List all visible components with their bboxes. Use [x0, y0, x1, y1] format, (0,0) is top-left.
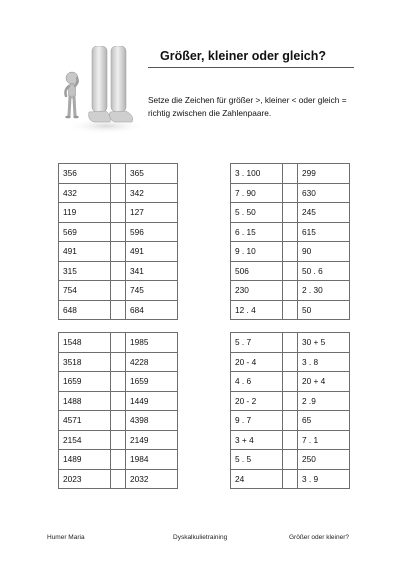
answer-box[interactable]	[283, 281, 298, 301]
right-value: 341	[126, 261, 178, 281]
table-row	[231, 352, 350, 372]
right-value: 299	[298, 164, 350, 184]
answer-box[interactable]	[283, 183, 298, 203]
right-value: 2 . 30	[298, 281, 350, 301]
left-value: 20 - 2	[231, 391, 283, 411]
left-value: 3 . 100	[231, 164, 283, 184]
right-value: 20 + 4	[298, 372, 350, 392]
title-divider	[148, 67, 354, 68]
left-value: 356	[59, 164, 111, 184]
answer-box[interactable]	[111, 333, 126, 353]
table-row	[59, 333, 178, 353]
answer-box[interactable]	[111, 469, 126, 489]
left-value: 315	[59, 261, 111, 281]
right-value: 745	[126, 281, 178, 301]
right-value: 1449	[126, 391, 178, 411]
footer-author: Humer Maria	[47, 534, 85, 541]
table-row	[59, 430, 178, 450]
answer-box[interactable]	[283, 203, 298, 223]
left-value: 4571	[59, 411, 111, 431]
left-value: 230	[231, 281, 283, 301]
table-row	[231, 430, 350, 450]
table-row	[231, 372, 350, 392]
left-value: 648	[59, 300, 111, 320]
table-row	[59, 391, 178, 411]
answer-box[interactable]	[111, 430, 126, 450]
left-value: 3518	[59, 352, 111, 372]
right-value: 615	[298, 222, 350, 242]
right-value: 596	[126, 222, 178, 242]
answer-box[interactable]	[111, 391, 126, 411]
table-row	[231, 333, 350, 353]
right-value: 1659	[126, 372, 178, 392]
answer-box[interactable]	[283, 261, 298, 281]
right-value: 7 . 1	[298, 430, 350, 450]
table-row	[59, 450, 178, 470]
footer-subject: Dyskalkulietraining	[173, 534, 228, 541]
right-value: 4398	[126, 411, 178, 431]
figure-with-giant-legs-image	[58, 46, 144, 134]
right-value: 342	[126, 183, 178, 203]
table-row	[59, 242, 178, 262]
right-value: 127	[126, 203, 178, 223]
left-value: 1488	[59, 391, 111, 411]
left-value: 506	[231, 261, 283, 281]
right-value: 3 . 9	[298, 469, 350, 489]
answer-box[interactable]	[111, 352, 126, 372]
left-value: 119	[59, 203, 111, 223]
table-row	[59, 300, 178, 320]
comparison-table-4	[230, 332, 350, 489]
table-row	[59, 203, 178, 223]
table-row	[231, 242, 350, 262]
table-row	[59, 411, 178, 431]
answer-box[interactable]	[283, 333, 298, 353]
right-value: 4228	[126, 352, 178, 372]
table-row	[231, 222, 350, 242]
answer-box[interactable]	[111, 450, 126, 470]
answer-box[interactable]	[111, 183, 126, 203]
answer-box[interactable]	[283, 469, 298, 489]
table-row	[231, 469, 350, 489]
table-row	[231, 411, 350, 431]
answer-box[interactable]	[111, 261, 126, 281]
table-row	[231, 300, 350, 320]
footer-topic: Größer oder kleiner?	[289, 534, 349, 541]
answer-box[interactable]	[283, 430, 298, 450]
left-value: 6 . 15	[231, 222, 283, 242]
table-row	[59, 164, 178, 184]
right-value: 250	[298, 450, 350, 470]
right-value: 630	[298, 183, 350, 203]
right-value: 2 .9	[298, 391, 350, 411]
instructions-text: Setze die Zeichen für größer >, kleiner < oder gleich = richtig zwischen die Zahlenpaare.	[148, 95, 347, 118]
right-value: 90	[298, 242, 350, 262]
left-value: 1548	[59, 333, 111, 353]
answer-box[interactable]	[111, 164, 126, 184]
page-title: Größer, kleiner oder gleich?	[160, 49, 327, 63]
right-value: 50 . 6	[298, 261, 350, 281]
answer-box[interactable]	[111, 372, 126, 392]
left-value: 2154	[59, 430, 111, 450]
left-value: 5 . 7	[231, 333, 283, 353]
left-value: 432	[59, 183, 111, 203]
right-value: 2149	[126, 430, 178, 450]
left-value: 9 . 7	[231, 411, 283, 431]
right-value: 245	[298, 203, 350, 223]
answer-box[interactable]	[283, 352, 298, 372]
answer-box[interactable]	[111, 281, 126, 301]
right-value: 1985	[126, 333, 178, 353]
answer-box[interactable]	[283, 300, 298, 320]
table-row	[231, 164, 350, 184]
table-row	[231, 261, 350, 281]
table-row	[59, 222, 178, 242]
left-value: 12 . 4	[231, 300, 283, 320]
table-row	[59, 183, 178, 203]
left-value: 24	[231, 469, 283, 489]
answer-box[interactable]	[283, 164, 298, 184]
comparison-table-3	[58, 332, 178, 489]
answer-box[interactable]	[283, 411, 298, 431]
right-value: 3 . 8	[298, 352, 350, 372]
comparison-table-1	[58, 163, 178, 320]
table-row	[59, 261, 178, 281]
right-value: 684	[126, 300, 178, 320]
table-row	[231, 203, 350, 223]
table-row	[59, 281, 178, 301]
table-row	[231, 183, 350, 203]
left-value: 1659	[59, 372, 111, 392]
left-value: 4 . 6	[231, 372, 283, 392]
right-value: 1984	[126, 450, 178, 470]
right-value: 2032	[126, 469, 178, 489]
table-row	[231, 450, 350, 470]
right-value: 491	[126, 242, 178, 262]
left-value: 569	[59, 222, 111, 242]
answer-box[interactable]	[283, 391, 298, 411]
right-value: 50	[298, 300, 350, 320]
table-row	[59, 352, 178, 372]
left-value: 5 . 5	[231, 450, 283, 470]
answer-box[interactable]	[283, 450, 298, 470]
left-value: 754	[59, 281, 111, 301]
answer-box[interactable]	[111, 203, 126, 223]
left-value: 5 . 50	[231, 203, 283, 223]
answer-box[interactable]	[111, 411, 126, 431]
answer-box[interactable]	[111, 222, 126, 242]
left-value: 7 . 90	[231, 183, 283, 203]
answer-box[interactable]	[283, 372, 298, 392]
table-row	[231, 281, 350, 301]
left-value: 1489	[59, 450, 111, 470]
table-row	[59, 372, 178, 392]
left-value: 20 - 4	[231, 352, 283, 372]
left-value: 3 + 4	[231, 430, 283, 450]
left-value: 2023	[59, 469, 111, 489]
answer-box[interactable]	[283, 242, 298, 262]
answer-box[interactable]	[283, 222, 298, 242]
table-row	[59, 469, 178, 489]
right-value: 30 + 5	[298, 333, 350, 353]
left-value: 9 . 10	[231, 242, 283, 262]
left-value: 491	[59, 242, 111, 262]
answer-box[interactable]	[111, 300, 126, 320]
table-row	[231, 391, 350, 411]
comparison-table-2	[230, 163, 350, 320]
right-value: 65	[298, 411, 350, 431]
answer-box[interactable]	[111, 242, 126, 262]
right-value: 365	[126, 164, 178, 184]
